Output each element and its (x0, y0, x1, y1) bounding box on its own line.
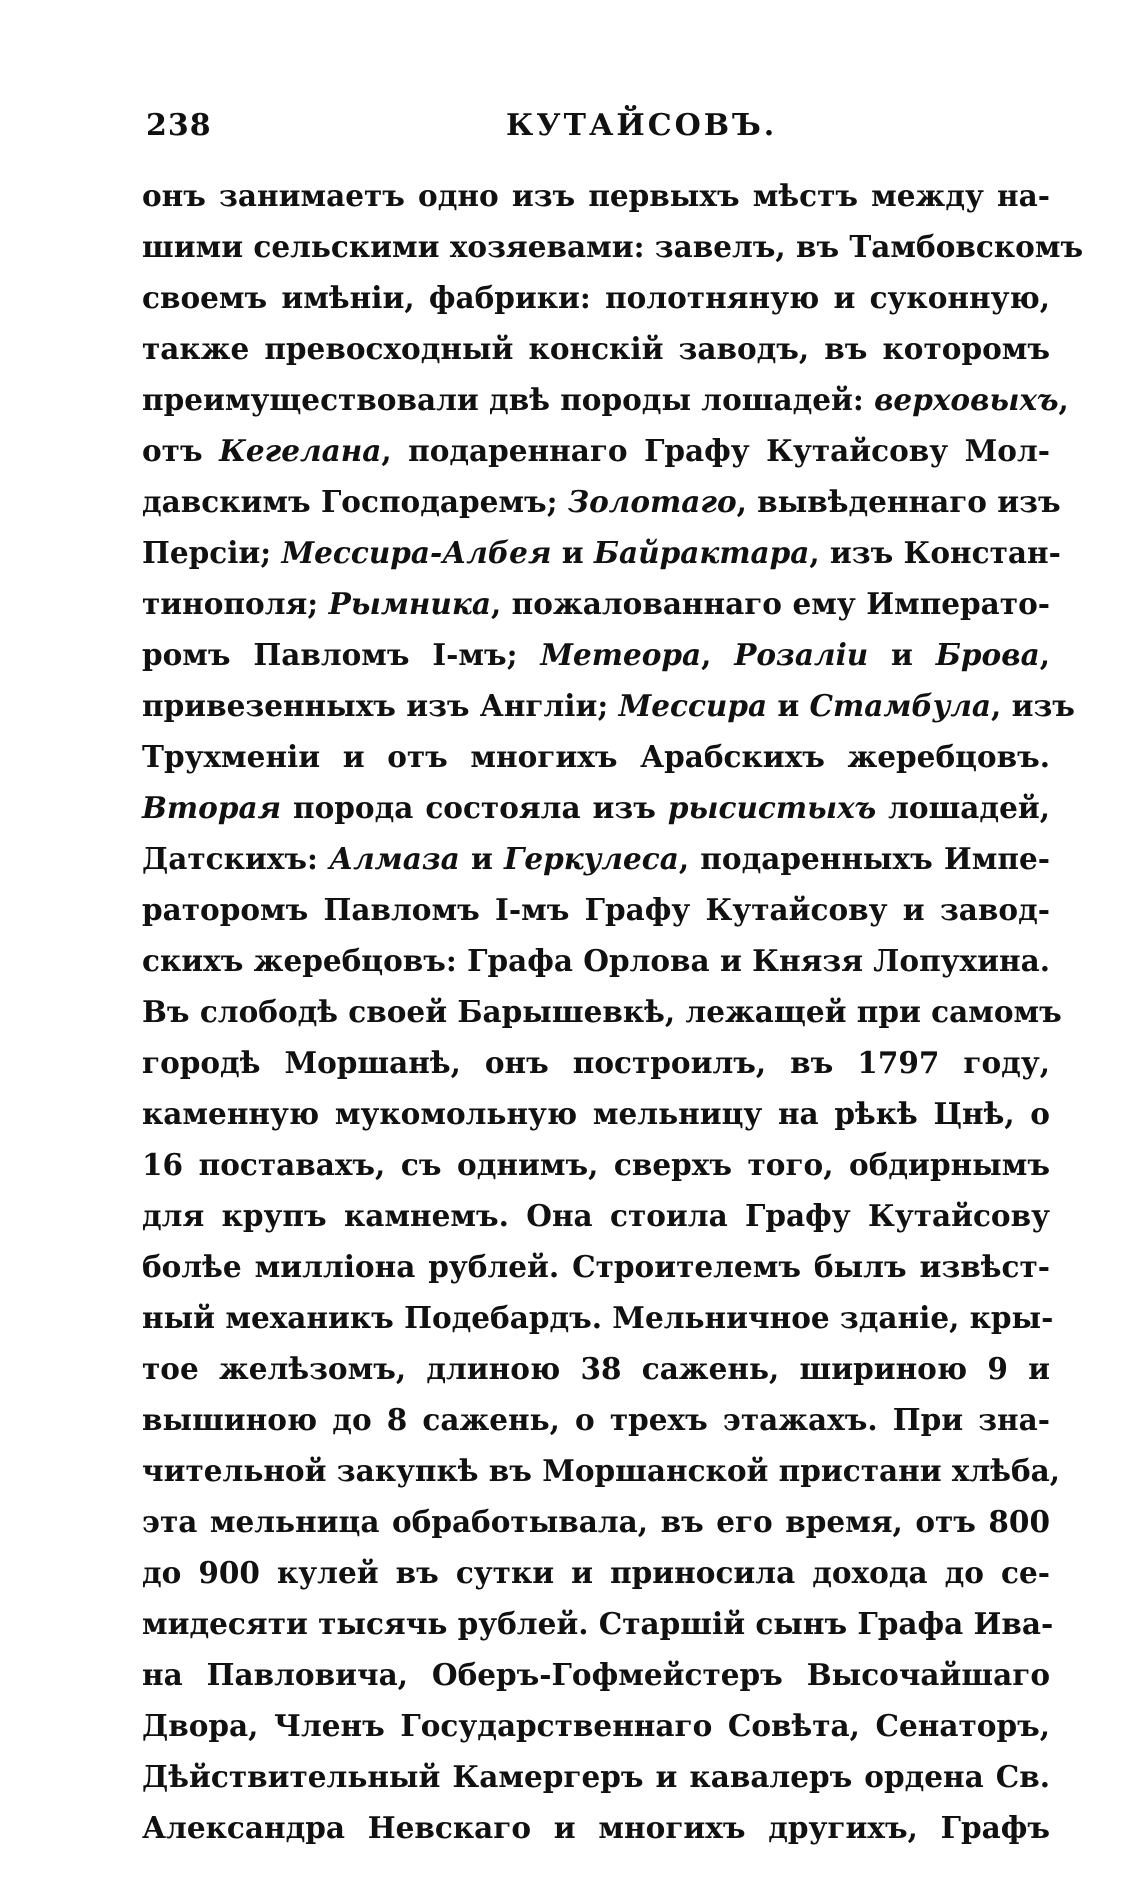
text-line (142, 1547, 1050, 1598)
text-segment: , изъ Констан- (809, 535, 1061, 570)
text-segment: Трухменіи и отъ многихъ Арабскихъ жеребцовъ. (142, 739, 1050, 774)
text-segment: и (459, 841, 505, 876)
text-segment: Персіи; (142, 535, 282, 570)
text-segment: , (701, 637, 735, 672)
text-line (142, 986, 1062, 1037)
text-segment: порода состояла изъ (281, 790, 668, 825)
text-segment: давскимъ Господаремъ; (142, 484, 568, 519)
text-segment: , (1058, 382, 1069, 417)
text-segment: на Павловича, Оберъ-Гофмейстеръ Высочайшаго (142, 1657, 1050, 1692)
text-segment: и (551, 535, 594, 570)
text-segment: каменную мукомольную мельницу на рѣкѣ Цнѣ, о (142, 1096, 1050, 1131)
text-segment: , изъ (991, 688, 1075, 723)
text-line (142, 884, 1050, 935)
text-line (142, 1496, 1050, 1547)
text-segment: эта мельница обработывала, въ его время, отъ 800 (142, 1504, 1050, 1539)
italic-text: Вторая (142, 790, 282, 825)
italic-text: Рымника (328, 586, 491, 621)
text-segment: , подареннаго Графу Кутайсову Мол- (381, 433, 1050, 468)
text-line (142, 578, 1050, 629)
text-segment: для крупъ камнемъ. Она стоила Графу Кутайсову (142, 1198, 1050, 1233)
italic-text: Месcира-Албея (281, 535, 552, 570)
text-segment: ный механикъ Подебардъ. Мельничное зданіе, кры- (142, 1300, 1054, 1335)
text-segment: , вывѣденнаго изъ (736, 484, 1061, 519)
text-segment: привезенныхъ изъ Англіи; (142, 688, 619, 723)
text-segment: Двора, Членъ Государственнаго Совѣта, Сенаторъ, (142, 1708, 1050, 1743)
text-segment: Александра Невскаго и многихъ другихъ, Графъ (142, 1810, 1050, 1845)
text-segment: онъ занимаетъ одно изъ первыхъ мѣстъ между на- (142, 178, 1050, 213)
italic-text: Золотаго (567, 484, 737, 519)
italic-text: Стамбула (809, 688, 992, 723)
page-header (146, 108, 1056, 152)
text-segment: также превосходный конскій заводъ, въ которомъ (142, 331, 1050, 366)
text-segment: вышиною до 8 сажень, о трехъ этажахъ. При зна- (142, 1402, 1050, 1437)
text-line (142, 1649, 1050, 1700)
text-line (142, 1598, 1054, 1649)
text-line (142, 221, 1084, 272)
text-line (142, 731, 1050, 782)
text-segment: своемъ имѣніи, фабрики: полотняную и суконную, (142, 280, 1050, 315)
text-segment: 16 поставахъ, съ однимъ, сверхъ того, обдирнымъ (142, 1147, 1050, 1182)
italic-text: Метеора (540, 637, 702, 672)
text-segment: и (868, 637, 936, 672)
text-segment: , подаренныхъ Импе- (678, 841, 1051, 876)
text-segment: городѣ Моршанѣ, онъ построилъ, въ 1797 году, (142, 1045, 1050, 1080)
italic-text: Алмаза (329, 841, 460, 876)
text-line (142, 680, 1075, 731)
text-line (142, 1088, 1050, 1139)
text-line (142, 323, 1050, 374)
text-line (142, 1139, 1050, 1190)
text-segment: и (767, 688, 810, 723)
text-segment: скихъ жеребцовъ: Графа Орлова и Князя Лопухина. (142, 943, 1050, 978)
text-segment: чительной закупкѣ въ Моршанской пристани хлѣба, (142, 1453, 1061, 1488)
running-title: КУТАЙСОВЪ. (506, 108, 778, 143)
text-line (142, 1751, 1050, 1802)
text-line (142, 1190, 1050, 1241)
text-line (142, 833, 1050, 884)
text-line (142, 1292, 1054, 1343)
text-segment: отъ (142, 433, 220, 468)
text-segment: Датскихъ: (142, 841, 330, 876)
body-text (142, 170, 1084, 1853)
text-segment: раторомъ Павломъ I-мъ Графу Кутайсову и завод- (142, 892, 1050, 927)
text-segment: шими сельскими хозяевами: завелъ, въ Тамбовскомъ (142, 229, 1084, 264)
italic-text: Геркулеса (504, 841, 679, 876)
text-line (142, 1241, 1050, 1292)
italic-text: рысистыхъ (667, 790, 877, 825)
text-segment: лошадей, (876, 790, 1050, 825)
text-segment: преимуществовали двѣ породы лошадей: (142, 382, 875, 417)
text-line (142, 1802, 1050, 1853)
text-line (142, 170, 1050, 221)
text-line (142, 1445, 1061, 1496)
text-line (142, 527, 1061, 578)
text-segment: , (1039, 637, 1050, 672)
italic-text: Мессира (618, 688, 768, 723)
text-line (142, 272, 1050, 323)
text-segment: болѣе милліона рублей. Строителемъ былъ извѣст- (142, 1249, 1050, 1284)
text-line (142, 935, 1050, 986)
text-line (142, 629, 1050, 680)
text-segment: ромъ Павломъ I-мъ; (142, 637, 541, 672)
italic-text: Брова (935, 637, 1040, 672)
italic-text: Байрактара (593, 535, 810, 570)
text-line (142, 374, 1069, 425)
italic-text: Розаліи (734, 637, 869, 672)
page-number: 238 (146, 108, 212, 143)
text-line (142, 1037, 1050, 1088)
text-segment: до 900 кулей въ сутки и приносила дохода до се- (142, 1555, 1050, 1590)
text-line (142, 1343, 1050, 1394)
text-segment: , пожалованнаго ему Императо- (490, 586, 1050, 621)
italic-text: Кегелана (219, 433, 382, 468)
text-segment: мидесяти тысячь рублей. Старшій сынъ Графа Ива- (142, 1606, 1054, 1641)
text-line (142, 782, 1050, 833)
text-line (142, 476, 1061, 527)
text-line (142, 1700, 1050, 1751)
text-segment: тое желѣзомъ, длиною 38 сажень, шириною 9 и (142, 1351, 1050, 1386)
text-segment: Дѣйствительный Камергеръ и кавалеръ ордена Св. (142, 1759, 1050, 1794)
text-segment: Въ слободѣ своей Барышевкѣ, лежащей при самомъ (142, 994, 1062, 1029)
italic-text: верховыхъ (874, 382, 1059, 417)
text-segment: тинополя; (142, 586, 329, 621)
text-line (142, 1394, 1050, 1445)
text-line (142, 425, 1050, 476)
